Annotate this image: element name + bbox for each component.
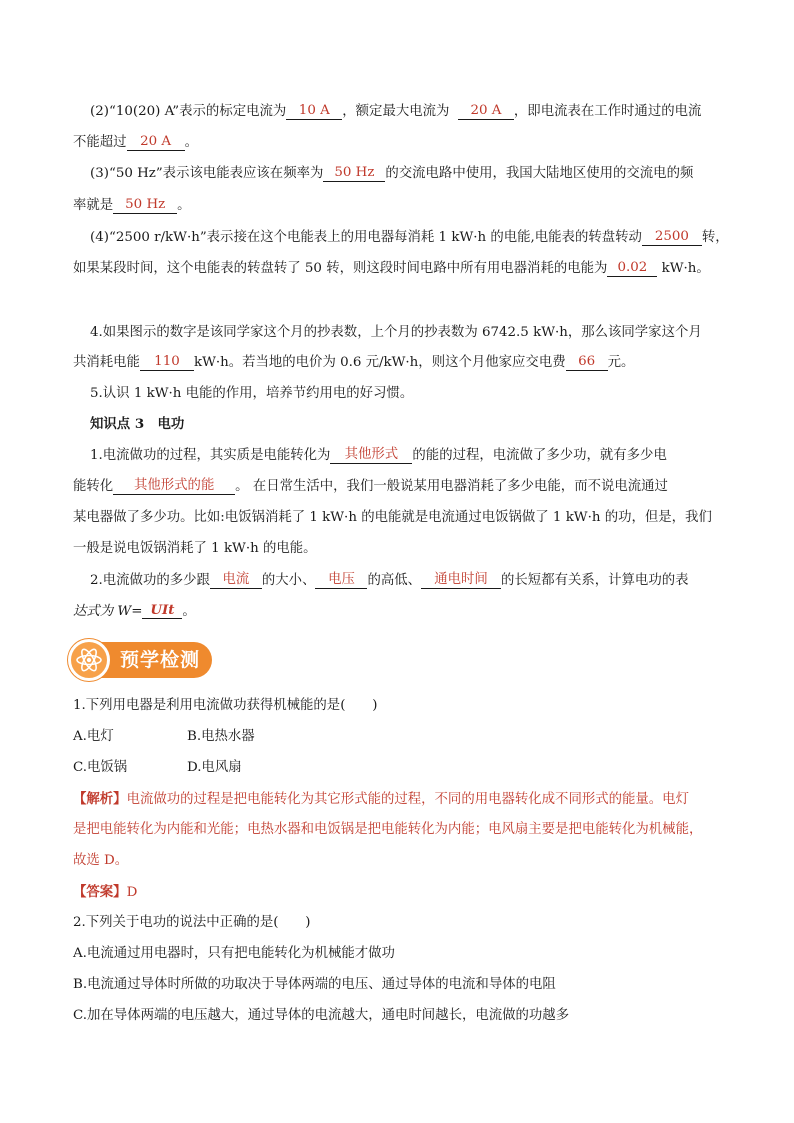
analysis-tag: 【解析】	[73, 791, 127, 807]
kp3-1-line-1	[90, 446, 667, 466]
kp3-2-line-2	[73, 602, 196, 622]
text: ，即电流表在工作时通过的电流	[513, 104, 702, 119]
answer-blank: 66	[566, 354, 608, 371]
text: A.电流通过用电器时，只有把电能转化为机械能才做功	[73, 946, 395, 961]
text: (3)“50 Hz”表示该电能表应该在频率为	[90, 166, 324, 181]
text: C.加在导体两端的电压越大，通过导体的电流越大，通电时间越长，电流做的功越多	[73, 1008, 570, 1023]
text: B.电流通过导体时所做的功取决于导体两端的电压、通过导体的电流和导体的电阻	[73, 977, 556, 992]
answer-blank: 电压	[315, 572, 367, 589]
para-3-line-1	[90, 164, 693, 184]
text: 是把电能转化为内能和光能；电热水器和电饭锅是把电能转化为内能；电风扇主要是把电能转化为机械能，	[73, 822, 703, 837]
answer-blank: 20 A	[127, 134, 185, 151]
para-2-line-2	[73, 133, 198, 153]
text: 2.电流做功的多少跟	[90, 573, 210, 588]
question-1-analysis-line-1	[73, 789, 689, 810]
question-1-answer	[73, 882, 137, 903]
text: 。	[177, 198, 191, 213]
text: 。	[182, 604, 196, 619]
section-banner	[68, 639, 214, 681]
answer-blank: 20 A	[458, 103, 514, 120]
question-2-option-c	[73, 1006, 569, 1026]
banner-label: 预学检测	[120, 649, 201, 671]
para-4-line-1	[90, 228, 729, 248]
question-1-analysis-line-2	[73, 820, 702, 840]
text: 5.认识 1 kW·h 电能的作用，培养节约用电的好习惯。	[90, 386, 414, 401]
para-3-line-2	[73, 196, 191, 216]
question-1-stem	[73, 696, 377, 716]
para-2-line-1	[90, 102, 701, 122]
question-2-option-b	[73, 975, 556, 995]
text: 的高低、	[367, 573, 422, 588]
text: 故选 D。	[73, 853, 129, 868]
question-1-analysis-line-3	[73, 851, 128, 871]
answer-blank: 通电时间	[421, 572, 501, 589]
answer-blank: UIt	[142, 602, 182, 619]
text: 1.下列用电器是利用电流做功获得机械能的是( )	[73, 698, 378, 713]
answer-blank: 其他形式	[330, 447, 412, 464]
para-4-line-2	[73, 259, 710, 279]
answer-blank: 50 Hz	[113, 197, 177, 214]
text: 元。	[607, 355, 635, 370]
text: 2.下列关于电功的说法中正确的是( )	[73, 915, 311, 930]
answer-blank: 电流	[210, 572, 262, 589]
text: 。	[184, 135, 198, 150]
text: 如果某段时间，这个电能表的转盘转了 50 转，则这段时间电路中所有用电器消耗的电能为	[73, 261, 608, 276]
text: (2)“10(20) A”表示的标定电流为	[90, 104, 287, 119]
item-4-line-1	[90, 323, 702, 343]
answer-blank: 110	[140, 354, 194, 371]
text: 一般是说电饭锅消耗了 1 kW·h 的电能。	[73, 541, 317, 556]
option-d: D.电风扇	[187, 760, 242, 775]
text: 1.电流做功的过程，其实质是电能转化为	[90, 448, 331, 463]
text: 达式为 W=	[73, 604, 143, 619]
text: (4)“2500 r/kW·h”表示接在这个电能表上的用电器每消耗 1 kW·h 的电能,电能表的转盘转动	[90, 230, 642, 245]
kp3-2-line-1	[90, 571, 689, 591]
text: 不能超过	[73, 135, 127, 150]
item-5	[90, 384, 413, 404]
option-a: A.电灯	[73, 729, 114, 744]
question-1-options-row-2	[73, 758, 242, 778]
heading: 知识点 3 电功	[90, 416, 185, 432]
text: 率就是	[73, 198, 114, 213]
answer-blank: 0.02	[607, 260, 657, 277]
answer-tag: 【答案】	[73, 884, 127, 900]
text: 能转化	[73, 479, 114, 494]
option-c: C.电饭锅	[73, 760, 128, 775]
answer-blank: 50 Hz	[323, 165, 385, 182]
text: ，额定最大电流为	[342, 104, 450, 119]
text: 某电器做了多少功。比如:电饭锅消耗了 1 kW·h 的电能就是电流通过电饭锅做了 1 kW·h 的功，但是，我们	[73, 510, 712, 525]
text: 电流做功的过程是把电能转化为其它形式能的过程，不同的用电器转化成不同形式的能量。电灯	[126, 792, 689, 807]
text: kW·h。	[661, 261, 710, 276]
answer-blank: 其他形式的能	[113, 478, 235, 495]
option-b: B.电热水器	[187, 729, 255, 744]
answer-value: D	[126, 885, 138, 900]
text: 共消耗电能	[73, 355, 140, 370]
kp3-1-line-3	[73, 508, 712, 528]
kp3-1-line-4	[73, 539, 317, 559]
atom-icon	[68, 639, 110, 681]
text: 的能的过程，电流做了多少功，就有多少电	[412, 448, 667, 463]
item-4-line-2	[73, 353, 634, 373]
text: 的交流电路中使用，我国大陆地区使用的交流电的频	[385, 166, 694, 181]
knowledge-point-title	[90, 414, 184, 434]
question-1-options-row-1	[73, 727, 255, 747]
answer-blank: 2500	[642, 229, 702, 246]
answer-blank: 10 A	[286, 103, 342, 120]
text: 。 在日常生活中，我们一般说某用电器消耗了多少电能，而不说电流通过	[235, 479, 668, 494]
question-2-stem	[73, 913, 310, 933]
question-2-option-a	[73, 944, 395, 964]
text: 的长短都有关系，计算电功的表	[501, 573, 689, 588]
text: 的大小、	[261, 573, 316, 588]
text: 4.如果图示的数字是该同学家这个月的抄表数，上个月的抄表数为 6742.5 kW·h，那么该同学家这个月	[90, 325, 702, 340]
text: kW·h。若当地的电价为 0.6 元/kW·h，则这个月他家应交电费	[193, 355, 566, 370]
kp3-1-line-2	[73, 477, 668, 497]
text: 转，	[701, 230, 729, 245]
